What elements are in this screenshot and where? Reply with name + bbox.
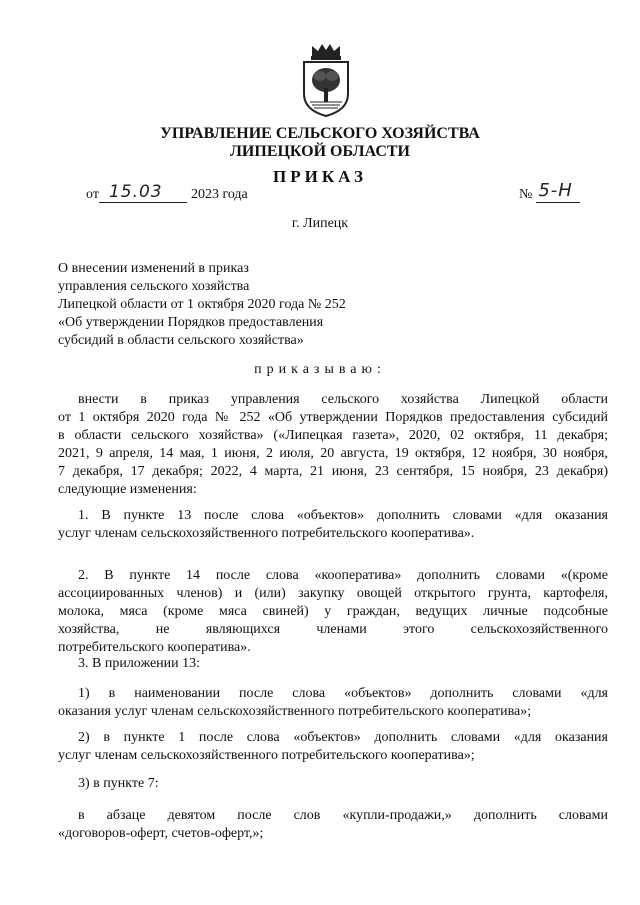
- handwritten-date: 15.03: [108, 182, 163, 202]
- item-3-paragraph: [58, 655, 608, 673]
- item-3-3-a-paragraph: [58, 807, 608, 843]
- paragraph-line: ассоциированных членов) и (или) закупку овощей открытого грунта, картофеля,: [58, 586, 608, 601]
- coat-of-arms-emblem: [298, 42, 354, 118]
- paragraph-line: 1. В пункте 13 после слова «объектов» дополнить словами «для оказания: [78, 508, 608, 523]
- paragraph-line: 3. В приложении 13:: [78, 656, 201, 671]
- number-prefix: №: [519, 187, 533, 202]
- paragraph-line: 7 декабря, 17 декабря; 2022, 4 марта, 21 июня, 23 сентября, 15 ноября, 23 декабря): [58, 464, 608, 479]
- handwritten-number: 5-Н: [538, 180, 573, 201]
- document-type-title: ПРИКАЗ: [273, 167, 367, 186]
- number-line: [519, 180, 580, 203]
- paragraph-line: в области сельского хозяйства» («Липецкая газета», 2020, 02 октября, 11 декабря;: [58, 428, 608, 443]
- item-3-1-paragraph: [58, 685, 608, 721]
- paragraph-line: 2) в пункте 1 после слова «объектов» дополнить словами «для оказания: [78, 730, 608, 745]
- order-word: приказываю:: [254, 362, 386, 377]
- item-3-2-paragraph: [58, 729, 608, 765]
- paragraph-line: в абзаце девятом после слов «купли-продажи,» дополнить словами: [78, 808, 608, 823]
- subject-line: Липецкой области от 1 октября 2020 года № 252: [58, 297, 346, 312]
- date-line: [86, 184, 248, 203]
- paragraph-line: потребительского кооператива».: [58, 640, 251, 655]
- number-field: [536, 180, 580, 203]
- date-prefix: от: [86, 187, 99, 202]
- paragraph-line: 3) в пункте 7:: [78, 776, 159, 791]
- date-field: [99, 184, 187, 203]
- intro-paragraph: [58, 391, 608, 499]
- organization-name-line2: ЛИПЕЦКОЙ ОБЛАСТИ: [230, 143, 410, 160]
- paragraph-line: оказания услуг членам сельскохозяйственного потребительского кооператива»;: [58, 704, 532, 719]
- date-suffix: 2023 года: [190, 187, 248, 202]
- item-1-paragraph: [58, 507, 608, 543]
- item-3-3-paragraph: [58, 775, 608, 793]
- subject-line: субсидий в области сельского хозяйства»: [58, 333, 304, 348]
- paragraph-line: следующие изменения:: [58, 482, 197, 497]
- paragraph-line: хозяйства, не являющихся членами этого сельскохозяйственного: [58, 622, 608, 637]
- paragraph-line: внести в приказ управления сельского хозяйства Липецкой области: [78, 392, 608, 407]
- paragraph-line: услуг членам сельскохозяйственного потребительского кооператива»;: [58, 748, 475, 763]
- paragraph-line: молока, мяса (кроме мяса свиней) у граждан, ведущих личные подсобные: [58, 604, 608, 619]
- organization-name-line1: УПРАВЛЕНИЕ СЕЛЬСКОГО ХОЗЯЙСТВА: [160, 125, 480, 142]
- paragraph-line: 1) в наименовании после слова «объектов» дополнить словами «для: [78, 686, 608, 701]
- city-name: г. Липецк: [291, 216, 349, 231]
- subject-line: управления сельского хозяйства: [58, 279, 250, 294]
- subject-line: О внесении изменений в приказ: [58, 261, 249, 276]
- item-2-paragraph: [58, 567, 608, 657]
- document-subject: [58, 260, 346, 350]
- paragraph-line: «договоров-оферт, счетов-оферт,»;: [58, 826, 264, 841]
- paragraph-line: 2021, 9 апреля, 14 мая, 1 июня, 2 июля, 20 августа, 19 октября, 12 ноября, 30 ноября,: [58, 446, 608, 461]
- paragraph-line: услуг членам сельскохозяйственного потребительского кооператива».: [58, 526, 475, 541]
- paragraph-line: 2. В пункте 14 после слова «кооператива» дополнить словами «(кроме: [78, 568, 608, 583]
- subject-line: «Об утверждении Порядков предоставления: [58, 315, 324, 330]
- paragraph-line: от 1 октября 2020 года № 252 «Об утверждении Порядков предоставления субсидий: [58, 410, 608, 425]
